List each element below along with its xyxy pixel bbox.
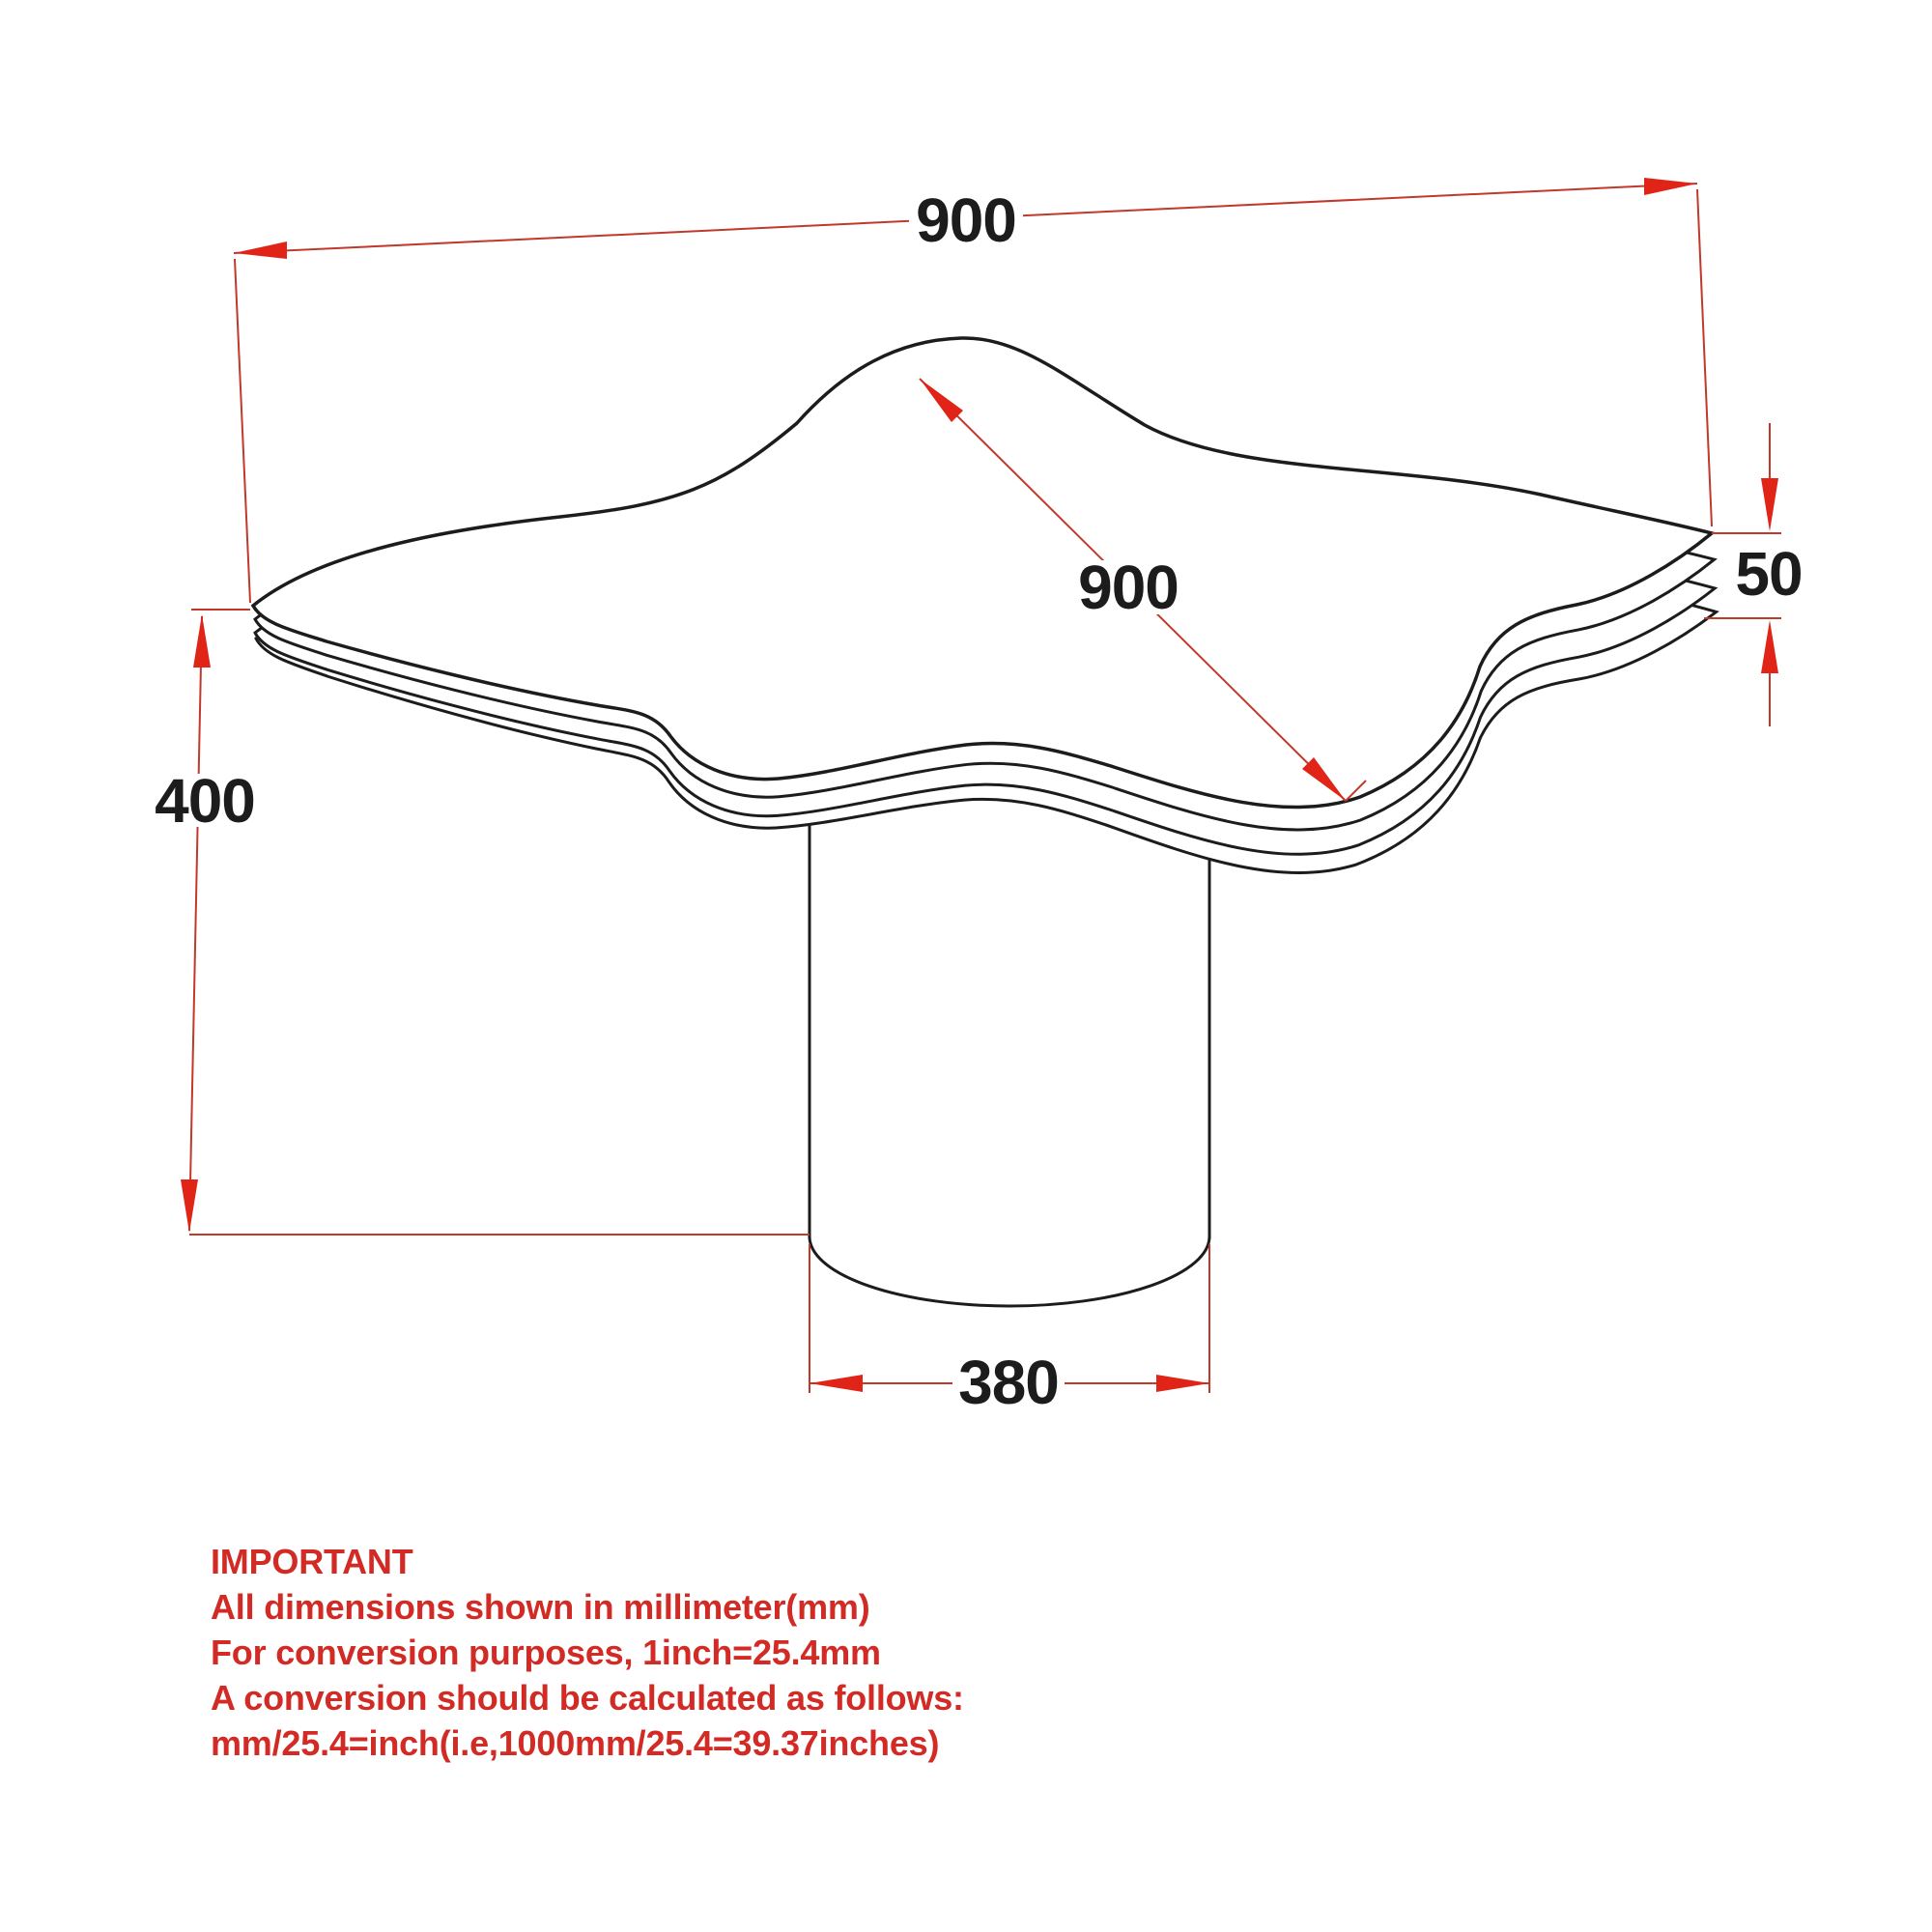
notes-title: IMPORTANT	[211, 1542, 413, 1581]
arrow-left-icon	[810, 1375, 863, 1392]
table-top	[249, 338, 1722, 886]
dim-base-diameter	[810, 1244, 1209, 1417]
arrow-up-icon	[193, 614, 211, 668]
notes-line: All dimensions shown in millimeter(mm)	[211, 1587, 870, 1627]
arrow-left-icon	[234, 242, 287, 259]
notes-line: For conversion purposes, 1inch=25.4mm	[211, 1633, 881, 1672]
dim-height-label: 400	[155, 766, 255, 836]
dim-top-width-label: 900	[916, 185, 1016, 255]
arrow-right-icon	[1644, 178, 1697, 195]
dim-thickness	[1704, 423, 1803, 726]
dim-base-diameter-label: 380	[958, 1348, 1059, 1417]
arrow-up-icon	[1761, 620, 1778, 673]
notes-line: mm/25.4=inch(i.e,1000mm/25.4=39.37inches)	[211, 1723, 940, 1763]
arrow-right-icon	[1156, 1375, 1209, 1392]
arrow-down-icon	[181, 1179, 198, 1233]
dim-thickness-label: 50	[1735, 539, 1803, 609]
notes-line: A conversion should be calculated as follows:	[211, 1678, 964, 1718]
dim-diagonal-label: 900	[1078, 553, 1179, 622]
table-top-surface	[253, 338, 1712, 808]
arrow-down-icon	[1761, 478, 1778, 531]
notes-block	[211, 1539, 964, 1766]
